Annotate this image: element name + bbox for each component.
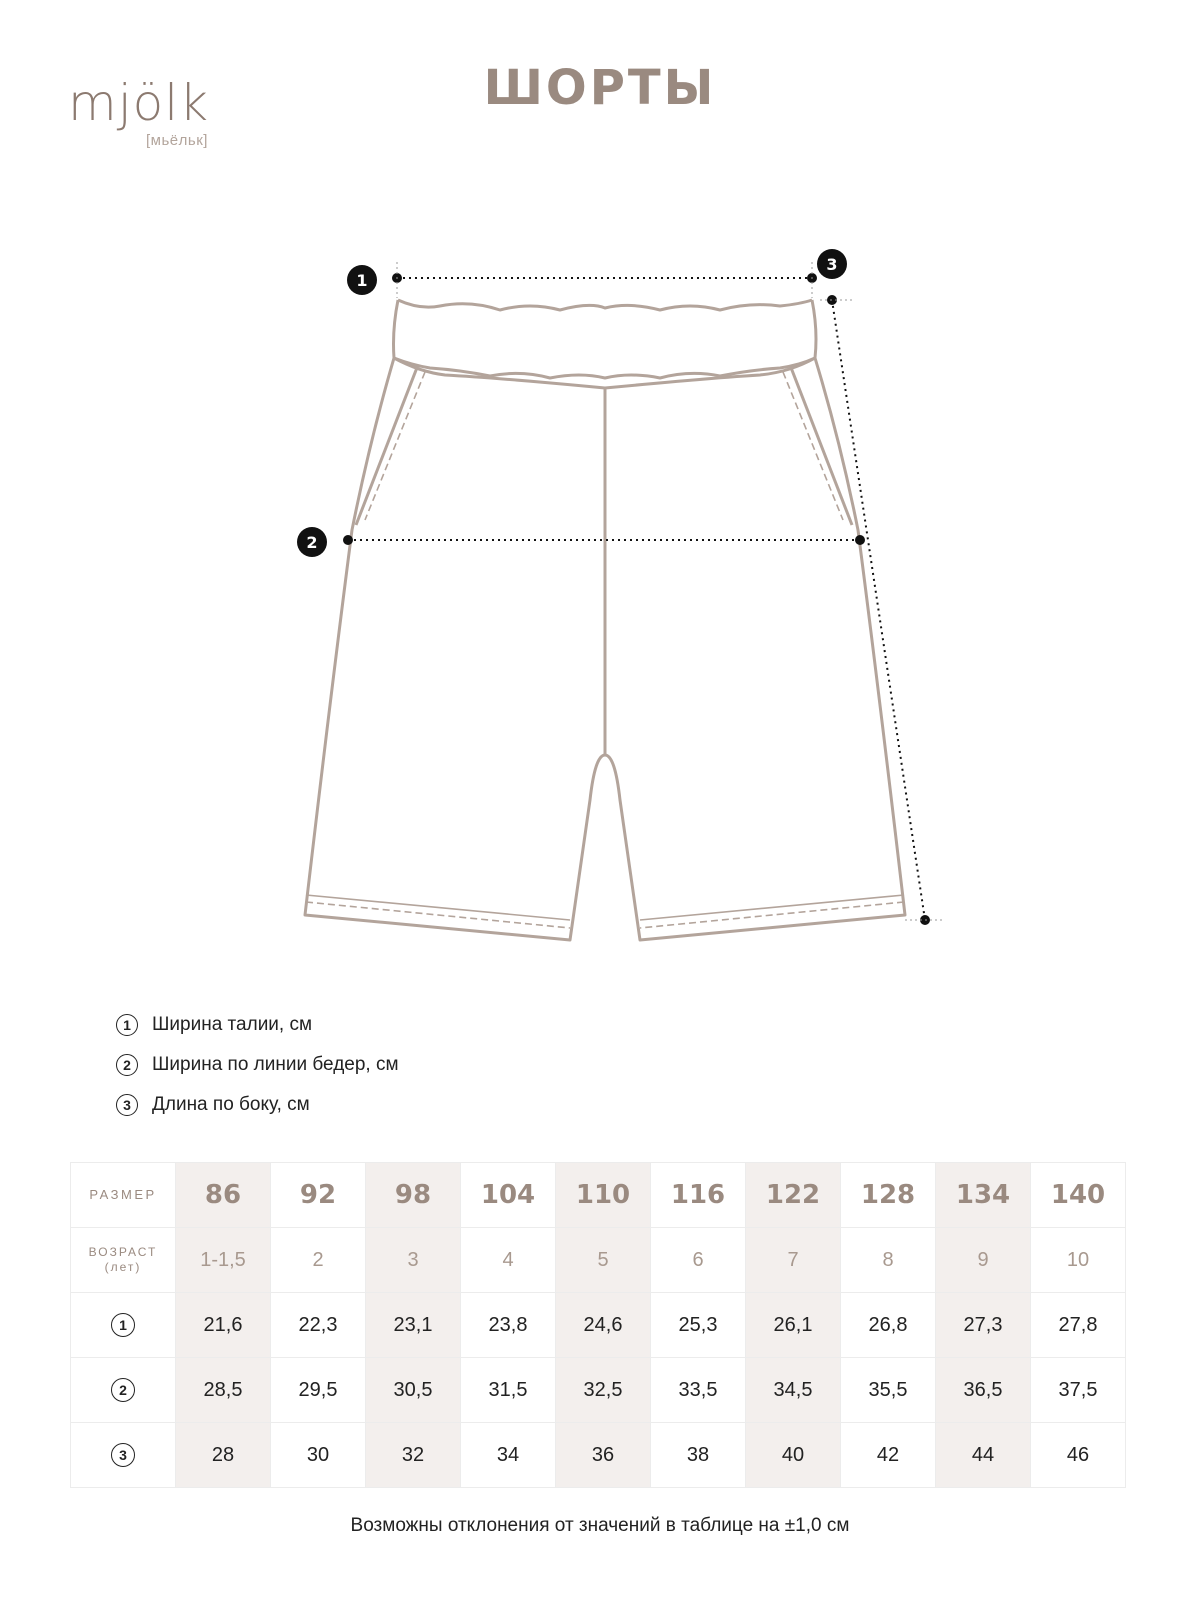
- measure-value: 27,8: [1058, 1313, 1098, 1336]
- measure-cell: [176, 1358, 271, 1423]
- size-cell: [936, 1163, 1031, 1228]
- measure-cell: [841, 1423, 936, 1488]
- row-number-3: 3: [111, 1443, 135, 1467]
- size-cell: [271, 1163, 366, 1228]
- measure-cell: [176, 1293, 271, 1358]
- measure-cell: [936, 1293, 1031, 1358]
- measure-cell: [556, 1423, 651, 1488]
- measure-value: 28: [211, 1443, 235, 1466]
- measure-value: 22,3: [298, 1313, 338, 1336]
- legend-item-1: [116, 1005, 399, 1045]
- table-row-measure-3: [71, 1423, 1126, 1488]
- measure-value: 23,1: [393, 1313, 433, 1336]
- size-cell: [176, 1163, 271, 1228]
- age-cell: [651, 1228, 746, 1293]
- legend-text-2: Ширина по линии бедер, см: [152, 1054, 399, 1075]
- age-value: 2: [312, 1248, 324, 1271]
- measure-value: 30,5: [393, 1378, 433, 1401]
- measure-2: [297, 527, 865, 557]
- row-label-cell: [71, 1293, 176, 1358]
- age-label-cell: [71, 1228, 176, 1293]
- measure-cell: [936, 1423, 1031, 1488]
- size-value: 92: [299, 1180, 337, 1210]
- size-cell: [556, 1163, 651, 1228]
- measure-cell: [366, 1293, 461, 1358]
- measure-value: 32,5: [583, 1378, 623, 1401]
- measure-cell: [176, 1423, 271, 1488]
- measure-cell: [366, 1423, 461, 1488]
- measure-value: 40: [781, 1443, 805, 1466]
- size-cell: [746, 1163, 841, 1228]
- measure-cell: [746, 1358, 841, 1423]
- marker-1: 1: [356, 271, 368, 290]
- brand-name: mjölk: [68, 74, 210, 132]
- age-cell: [271, 1228, 366, 1293]
- measure-cell: [746, 1293, 841, 1358]
- size-value: 110: [575, 1180, 631, 1210]
- age-value: 10: [1066, 1248, 1090, 1271]
- age-value: 6: [692, 1248, 704, 1271]
- measure-cell: [746, 1423, 841, 1488]
- size-value: 134: [955, 1180, 1011, 1210]
- legend-text-1: Ширина талии, см: [152, 1014, 313, 1035]
- size-value: 140: [1050, 1180, 1106, 1210]
- age-value: 3: [407, 1248, 419, 1271]
- legend-number-3: 3: [116, 1094, 138, 1116]
- measure-value: 31,5: [488, 1378, 528, 1401]
- age-cell: [1031, 1228, 1126, 1293]
- size-value: 116: [670, 1180, 726, 1210]
- measure-value: 32: [401, 1443, 425, 1466]
- measure-value: 25,3: [678, 1313, 718, 1336]
- age-value: 8: [882, 1248, 894, 1271]
- size-cell: [1031, 1163, 1126, 1228]
- table-row-sizes: [71, 1163, 1126, 1228]
- measure-cell: [651, 1358, 746, 1423]
- measure-cell: [651, 1423, 746, 1488]
- age-cell: [176, 1228, 271, 1293]
- table-row-measure-1: [71, 1293, 1126, 1358]
- measure-cell: [651, 1293, 746, 1358]
- measure-value: 36: [591, 1443, 615, 1466]
- tolerance-note: Возможны отклонения от значений в таблице на ±1,0 см: [350, 1515, 850, 1536]
- measure-value: 38: [686, 1443, 710, 1466]
- size-label: РАЗМЕР: [89, 1187, 157, 1202]
- measure-value: 33,5: [678, 1378, 718, 1401]
- measure-cell: [556, 1293, 651, 1358]
- legend: [116, 1005, 399, 1125]
- measure-value: 36,5: [963, 1378, 1003, 1401]
- measure-cell: [271, 1423, 366, 1488]
- measure-value: 42: [876, 1443, 900, 1466]
- measure-value: 35,5: [868, 1378, 908, 1401]
- row-label-cell: [71, 1423, 176, 1488]
- measure-cell: [841, 1358, 936, 1423]
- measure-value: 34,5: [773, 1378, 813, 1401]
- measure-cell: [1031, 1423, 1126, 1488]
- age-label: ВОЗРАСТ: [88, 1245, 158, 1259]
- size-value: 104: [480, 1180, 536, 1210]
- measure-value: 21,6: [203, 1313, 243, 1336]
- measure-cell: [841, 1293, 936, 1358]
- measure-cell: [366, 1358, 461, 1423]
- measure-value: 44: [971, 1443, 995, 1466]
- legend-item-3: [116, 1085, 399, 1125]
- measure-cell: [1031, 1358, 1126, 1423]
- marker-2: 2: [306, 533, 318, 552]
- size-value: 86: [204, 1180, 242, 1210]
- measure-3: [817, 249, 945, 925]
- table-row-ages: [71, 1228, 1126, 1293]
- size-value: 128: [860, 1180, 916, 1210]
- age-cell: [461, 1228, 556, 1293]
- measure-cell: [461, 1293, 556, 1358]
- legend-text-3: Длина по боку, см: [152, 1094, 310, 1115]
- age-label-unit: (лет): [104, 1260, 142, 1274]
- measure-value: 23,8: [488, 1313, 528, 1336]
- age-cell: [841, 1228, 936, 1293]
- size-label-cell: [71, 1163, 176, 1228]
- legend-item-2: [116, 1045, 399, 1085]
- measure-cell: [461, 1358, 556, 1423]
- measure-cell: [271, 1358, 366, 1423]
- measure-cell: [271, 1293, 366, 1358]
- table-row-measure-2: [71, 1358, 1126, 1423]
- measure-value: 37,5: [1058, 1378, 1098, 1401]
- measure-value: 27,3: [963, 1313, 1003, 1336]
- legend-number-1: 1: [116, 1014, 138, 1036]
- measure-value: 24,6: [583, 1313, 623, 1336]
- age-cell: [936, 1228, 1031, 1293]
- shorts-outline: [305, 300, 905, 940]
- measure-value: 30: [306, 1443, 330, 1466]
- size-cell: [461, 1163, 556, 1228]
- measure-value: 26,8: [868, 1313, 908, 1336]
- size-value: 122: [765, 1180, 821, 1210]
- brand-sub: [мьёльк]: [146, 132, 208, 149]
- age-cell: [556, 1228, 651, 1293]
- age-value: 7: [787, 1248, 799, 1271]
- age-cell: [746, 1228, 841, 1293]
- measure-value: 28,5: [203, 1378, 243, 1401]
- row-number-2: 2: [111, 1378, 135, 1402]
- measure-value: 29,5: [298, 1378, 338, 1401]
- size-cell: [841, 1163, 936, 1228]
- row-label-cell: [71, 1358, 176, 1423]
- marker-3: 3: [826, 255, 838, 274]
- legend-number-2: 2: [116, 1054, 138, 1076]
- size-table: [70, 1162, 1126, 1488]
- measure-value: 26,1: [773, 1313, 813, 1336]
- age-value: 1-1,5: [200, 1248, 246, 1271]
- age-value: 4: [502, 1248, 514, 1271]
- measure-cell: [556, 1358, 651, 1423]
- size-cell: [651, 1163, 746, 1228]
- size-value: 98: [394, 1180, 432, 1210]
- measure-value: 34: [496, 1443, 520, 1466]
- age-value: 9: [977, 1248, 989, 1271]
- measure-cell: [936, 1358, 1031, 1423]
- age-cell: [366, 1228, 461, 1293]
- row-number-1: 1: [111, 1313, 135, 1337]
- age-value: 5: [597, 1248, 609, 1271]
- measure-cell: [461, 1423, 556, 1488]
- page-title: ШОРТЫ: [483, 60, 717, 116]
- size-cell: [366, 1163, 461, 1228]
- measure-cell: [1031, 1293, 1126, 1358]
- measure-value: 46: [1066, 1443, 1090, 1466]
- measure-1: [347, 262, 817, 298]
